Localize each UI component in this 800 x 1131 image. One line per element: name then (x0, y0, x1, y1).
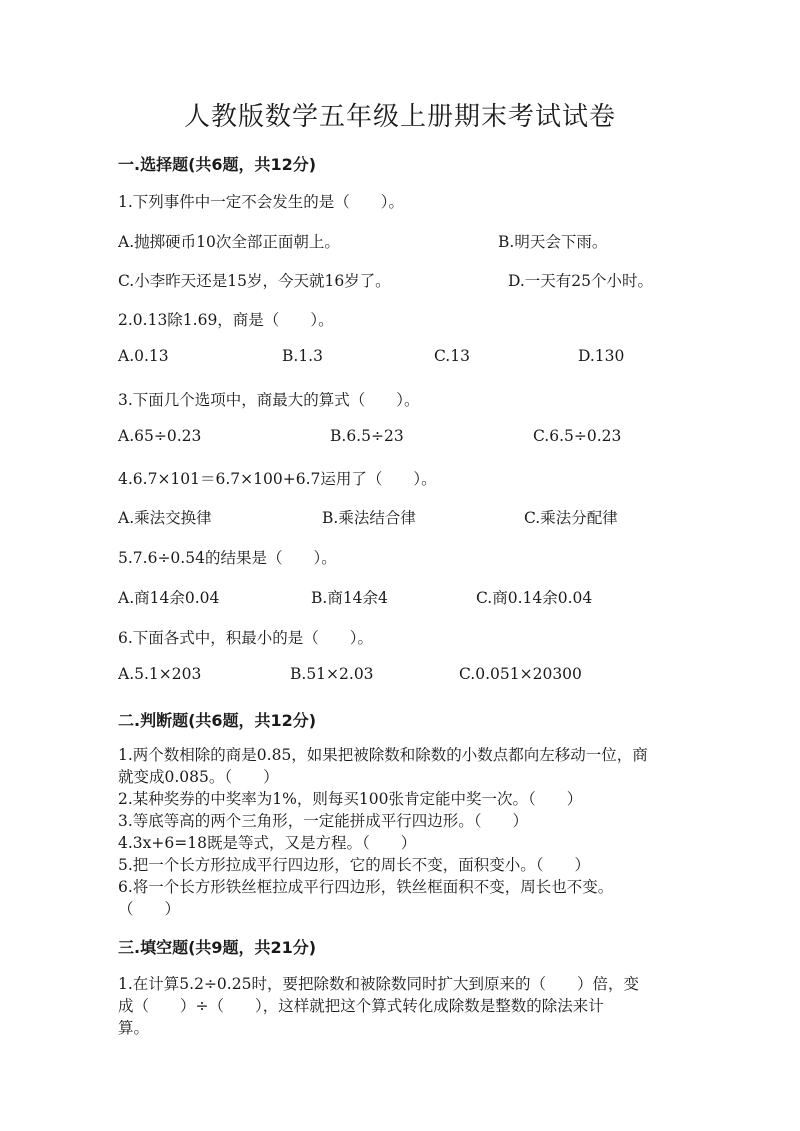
fill-line: 1.在计算5.2÷0.25时，要把除数和被除数同时扩大到原来的（ ）倍，变 (118, 975, 639, 993)
option: C.小李昨天还是15岁，今天就16岁了。 (118, 272, 391, 290)
option: D.一天有25个小时。 (508, 272, 654, 290)
option: A.乘法交换律 (118, 509, 212, 527)
option: B.明天会下雨。 (498, 233, 608, 251)
option: B.1.3 (282, 347, 323, 365)
judge-line: 3.等底等高的两个三角形，一定能拼成平行四边形。（ ） (118, 812, 529, 830)
question-3: 3.下面几个选项中，商最大的算式（ ）。 (118, 391, 420, 409)
option: A.抛掷硬币10次全部正面朝上。 (118, 233, 340, 251)
option: B.乘法结合律 (322, 509, 416, 527)
option: B.51×2.03 (290, 665, 374, 683)
question-1: 1.下列事件中一定不会发生的是（ ）。 (118, 193, 405, 211)
option: C.13 (434, 347, 470, 365)
section-heading-fill: 三.填空题(共9题，共21分) (118, 938, 317, 957)
judge-line: 6.将一个长方形铁丝框拉成平行四边形，铁丝框面积不变，周长也不变。 (118, 878, 614, 896)
option: A.商14余0.04 (118, 589, 220, 607)
judge-line: 5.把一个长方形拉成平行四边形，它的周长不变，面积变小。（ ） (118, 856, 591, 874)
judge-line: 4.3x+6=18既是等式，又是方程。（ ） (118, 834, 417, 852)
judge-line: 2.某种奖券的中奖率为1%，则每买100张肯定能中奖一次。（ ） (118, 790, 583, 808)
option: A.0.13 (118, 347, 169, 365)
question-6: 6.下面各式中，积最小的是（ ）。 (118, 629, 374, 647)
fill-line: 成（ ）÷（ ），这样就把这个算式转化成除数是整数的除法来计 (118, 997, 604, 1015)
judge-line: 1.两个数相除的商是0.85，如果把被除数和除数的小数点都向左移动一位，商 (118, 746, 648, 764)
question-2: 2.0.13除1.69，商是（ ）。 (118, 311, 334, 329)
section-heading-judge: 二.判断题(共6题，共12分) (118, 711, 317, 730)
fill-line: 算。 (118, 1019, 150, 1037)
question-4: 4.6.7×101＝6.7×100+6.7运用了（ ）。 (118, 470, 437, 488)
section-heading-choice: 一.选择题(共6题，共12分) (118, 155, 317, 174)
option: C.商0.14余0.04 (476, 589, 593, 607)
judge-line: （ ） (118, 900, 181, 918)
page-title: 人教版数学五年级上册期末考试试卷 (183, 102, 616, 132)
option: A.65÷0.23 (118, 427, 202, 445)
option: A.5.1×203 (118, 665, 202, 683)
option: D.130 (578, 347, 625, 365)
option: B.6.5÷23 (330, 427, 404, 445)
option: C.0.051×20300 (459, 665, 582, 683)
option: B.商14余4 (311, 589, 388, 607)
judge-line: 就变成0.085。（ ） (118, 768, 279, 786)
option: C.乘法分配律 (524, 509, 618, 527)
question-5: 5.7.6÷0.54的结果是（ ）。 (118, 549, 337, 567)
option: C.6.5÷0.23 (533, 427, 622, 445)
